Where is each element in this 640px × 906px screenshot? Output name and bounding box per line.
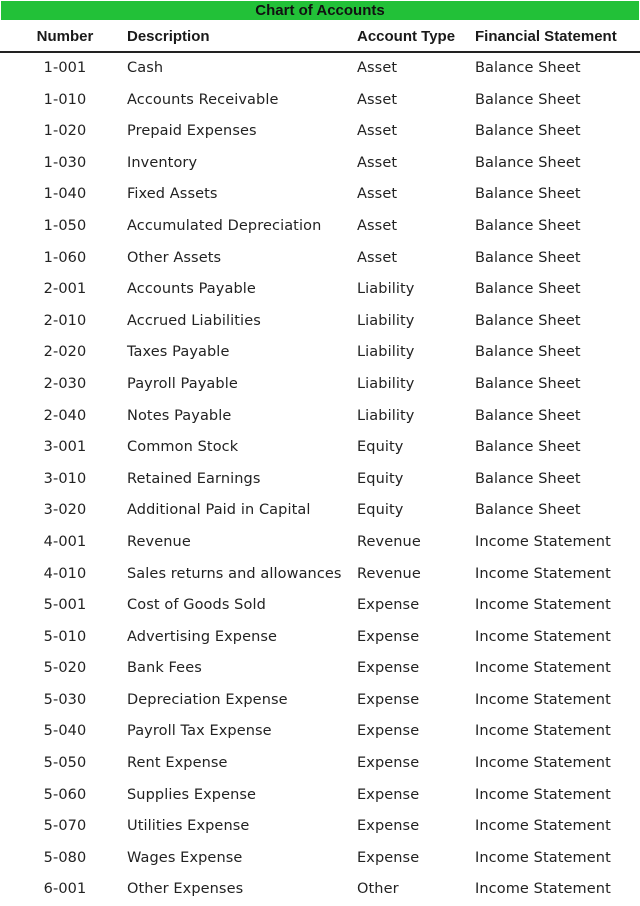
cell-number: 5-001 bbox=[43, 597, 87, 614]
cell-financial-statement: Balance Sheet bbox=[475, 312, 581, 329]
cell-description: Payroll Payable bbox=[127, 375, 238, 392]
cell-number: 1-050 bbox=[43, 217, 87, 234]
table-row bbox=[0, 211, 640, 243]
cell-financial-statement: Balance Sheet bbox=[475, 123, 581, 140]
cell-account-type: Expense bbox=[357, 628, 420, 645]
cell-account-type: Expense bbox=[357, 849, 420, 866]
table-row bbox=[0, 274, 640, 306]
cell-number: 5-040 bbox=[43, 723, 87, 740]
cell-financial-statement: Balance Sheet bbox=[475, 470, 581, 487]
cell-number: 5-060 bbox=[43, 786, 87, 803]
cell-account-type: Equity bbox=[357, 502, 404, 519]
cell-financial-statement: Income Statement bbox=[475, 755, 611, 772]
cell-financial-statement: Balance Sheet bbox=[475, 154, 581, 171]
cell-description: Supplies Expense bbox=[127, 786, 257, 803]
cell-description: Common Stock bbox=[127, 439, 239, 456]
cell-description: Revenue bbox=[127, 533, 191, 550]
cell-description: Fixed Assets bbox=[127, 186, 218, 203]
cell-financial-statement: Income Statement bbox=[475, 723, 611, 740]
cell-number: 4-001 bbox=[43, 533, 87, 550]
cell-financial-statement: Balance Sheet bbox=[475, 281, 581, 298]
table-row bbox=[0, 811, 640, 843]
cell-financial-statement: Income Statement bbox=[475, 660, 611, 677]
cell-account-type: Expense bbox=[357, 597, 420, 614]
column-header-description: Description bbox=[127, 28, 210, 45]
cell-description: Prepaid Expenses bbox=[127, 123, 257, 140]
column-header-financial-statement: Financial Statement bbox=[475, 28, 617, 45]
cell-account-type: Expense bbox=[357, 755, 420, 772]
cell-account-type: Expense bbox=[357, 660, 420, 677]
cell-account-type: Revenue bbox=[357, 565, 421, 582]
cell-financial-statement: Balance Sheet bbox=[475, 249, 581, 266]
cell-description: Retained Earnings bbox=[127, 470, 261, 487]
table-row bbox=[0, 874, 640, 906]
cell-financial-statement: Income Statement bbox=[475, 849, 611, 866]
table-row bbox=[0, 559, 640, 591]
table-row bbox=[0, 527, 640, 559]
cell-number: 1-020 bbox=[43, 123, 87, 140]
cell-financial-statement: Income Statement bbox=[475, 881, 611, 898]
table-row bbox=[0, 369, 640, 401]
cell-financial-statement: Balance Sheet bbox=[475, 217, 581, 234]
cell-account-type: Liability bbox=[357, 407, 415, 424]
cell-description: Additional Paid in Capital bbox=[127, 502, 311, 519]
cell-account-type: Liability bbox=[357, 312, 415, 329]
cell-account-type: Revenue bbox=[357, 533, 421, 550]
cell-account-type: Liability bbox=[357, 375, 415, 392]
table-row bbox=[0, 748, 640, 780]
cell-number: 4-010 bbox=[43, 565, 87, 582]
cell-financial-statement: Balance Sheet bbox=[475, 502, 581, 519]
table-row bbox=[0, 243, 640, 275]
cell-number: 5-020 bbox=[43, 660, 87, 677]
table-row bbox=[0, 85, 640, 117]
cell-description: Accumulated Depreciation bbox=[127, 217, 322, 234]
cell-description: Cost of Goods Sold bbox=[127, 597, 266, 614]
cell-number: 5-050 bbox=[43, 755, 87, 772]
cell-financial-statement: Income Statement bbox=[475, 533, 611, 550]
table-row bbox=[0, 148, 640, 180]
table-row bbox=[0, 464, 640, 496]
table-body bbox=[0, 53, 640, 906]
cell-number: 5-080 bbox=[43, 849, 87, 866]
cell-description: Advertising Expense bbox=[127, 628, 278, 645]
table-row bbox=[0, 685, 640, 717]
cell-description: Utilities Expense bbox=[127, 818, 250, 835]
cell-number: 6-001 bbox=[43, 881, 87, 898]
cell-number: 2-040 bbox=[43, 407, 87, 424]
column-header-account-type: Account Type bbox=[357, 28, 456, 45]
table-row bbox=[0, 590, 640, 622]
cell-financial-statement: Balance Sheet bbox=[475, 344, 581, 361]
cell-description: Cash bbox=[127, 60, 164, 76]
cell-account-type: Expense bbox=[357, 786, 420, 803]
table-row bbox=[0, 843, 640, 875]
cell-financial-statement: Balance Sheet bbox=[475, 186, 581, 203]
table-row bbox=[0, 179, 640, 211]
table-row bbox=[0, 306, 640, 338]
cell-description: Bank Fees bbox=[127, 660, 202, 677]
cell-number: 1-060 bbox=[43, 249, 87, 266]
table-title: Chart of Accounts bbox=[1, 1, 639, 20]
cell-account-type: Asset bbox=[357, 91, 398, 108]
cell-account-type: Liability bbox=[357, 281, 415, 298]
cell-number: 5-030 bbox=[43, 691, 87, 708]
cell-number: 2-001 bbox=[43, 281, 87, 298]
table-row bbox=[0, 53, 640, 85]
cell-account-type: Asset bbox=[357, 249, 398, 266]
cell-number: 5-010 bbox=[43, 628, 87, 645]
cell-financial-statement: Balance Sheet bbox=[475, 91, 581, 108]
cell-financial-statement: Income Statement bbox=[475, 565, 611, 582]
table-row bbox=[0, 653, 640, 685]
cell-account-type: Equity bbox=[357, 470, 404, 487]
cell-number: 2-020 bbox=[43, 344, 87, 361]
cell-account-type: Asset bbox=[357, 154, 398, 171]
cell-number: 1-001 bbox=[43, 60, 87, 76]
cell-account-type: Asset bbox=[357, 217, 398, 234]
cell-financial-statement: Income Statement bbox=[475, 597, 611, 614]
cell-number: 2-010 bbox=[43, 312, 87, 329]
cell-financial-statement: Balance Sheet bbox=[475, 407, 581, 424]
cell-account-type: Asset bbox=[357, 186, 398, 203]
cell-description: Notes Payable bbox=[127, 407, 232, 424]
cell-description: Accounts Payable bbox=[127, 281, 256, 298]
cell-number: 3-020 bbox=[43, 502, 87, 519]
cell-account-type: Asset bbox=[357, 60, 398, 76]
cell-description: Sales returns and allowances bbox=[127, 565, 342, 582]
table-row bbox=[0, 495, 640, 527]
cell-account-type: Expense bbox=[357, 818, 420, 835]
cell-financial-statement: Balance Sheet bbox=[475, 439, 581, 456]
table-row bbox=[0, 716, 640, 748]
table-row bbox=[0, 401, 640, 433]
cell-account-type: Asset bbox=[357, 123, 398, 140]
cell-description: Payroll Tax Expense bbox=[127, 723, 272, 740]
cell-financial-statement: Balance Sheet bbox=[475, 60, 581, 76]
cell-description: Inventory bbox=[127, 154, 198, 171]
cell-description: Other Assets bbox=[127, 249, 222, 266]
column-header-number: Number bbox=[36, 28, 94, 45]
table-header-row bbox=[0, 22, 640, 51]
cell-description: Rent Expense bbox=[127, 755, 228, 772]
cell-account-type: Expense bbox=[357, 691, 420, 708]
cell-description: Accounts Receivable bbox=[127, 91, 279, 108]
cell-number: 3-010 bbox=[43, 470, 87, 487]
cell-description: Accrued Liabilities bbox=[127, 312, 261, 329]
cell-number: 1-040 bbox=[43, 186, 87, 203]
cell-description: Taxes Payable bbox=[127, 344, 230, 361]
cell-number: 3-001 bbox=[43, 439, 87, 456]
cell-description: Other Expenses bbox=[127, 881, 244, 898]
table-row bbox=[0, 780, 640, 812]
cell-financial-statement: Income Statement bbox=[475, 786, 611, 803]
cell-number: 1-030 bbox=[43, 154, 87, 171]
table-row bbox=[0, 622, 640, 654]
table-row bbox=[0, 337, 640, 369]
cell-account-type: Expense bbox=[357, 723, 420, 740]
cell-financial-statement: Income Statement bbox=[475, 691, 611, 708]
cell-account-type: Equity bbox=[357, 439, 404, 456]
cell-description: Depreciation Expense bbox=[127, 691, 288, 708]
cell-account-type: Other bbox=[357, 881, 399, 898]
cell-financial-statement: Income Statement bbox=[475, 628, 611, 645]
cell-number: 2-030 bbox=[43, 375, 87, 392]
cell-description: Wages Expense bbox=[127, 849, 243, 866]
cell-account-type: Liability bbox=[357, 344, 415, 361]
cell-number: 1-010 bbox=[43, 91, 87, 108]
cell-number: 5-070 bbox=[43, 818, 87, 835]
table-row bbox=[0, 432, 640, 464]
table-row bbox=[0, 116, 640, 148]
cell-financial-statement: Income Statement bbox=[475, 818, 611, 835]
cell-financial-statement: Balance Sheet bbox=[475, 375, 581, 392]
